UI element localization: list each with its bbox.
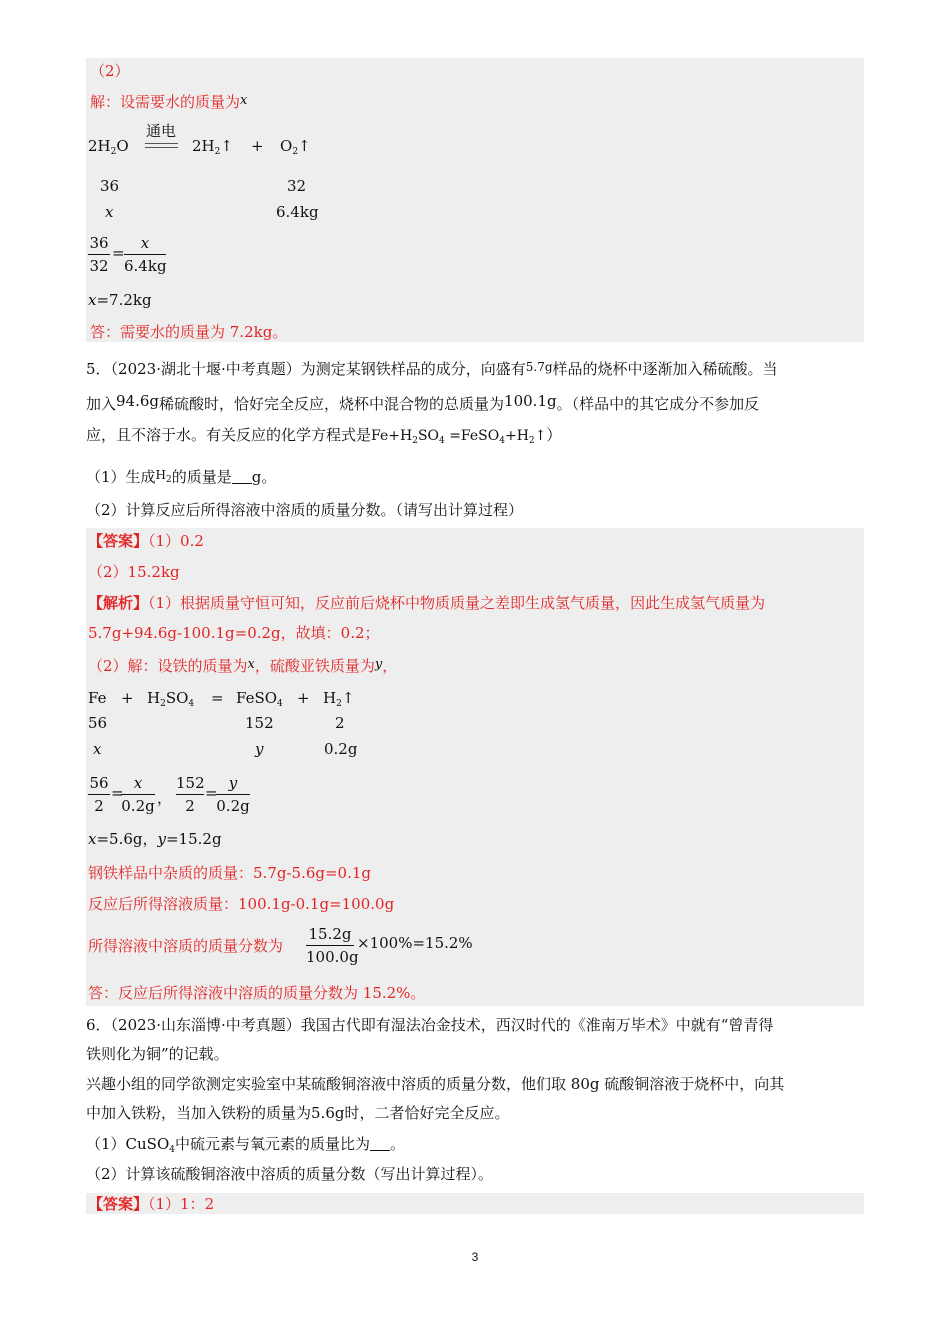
molar-mass-oxygen: 32: [287, 177, 307, 195]
a5-final-answer: 答：反应后所得溶液中溶质的质量分数为 15.2%。: [88, 984, 426, 1002]
q6-line-1: 6．（2023·山东淄博·中考真题）我国古代即有湿法冶金技术，西汉时代的《淮南万毕术》中就有“曾青得: [86, 1016, 774, 1034]
ratio-fraction-right: $\frac{x}{6.4kg}$: [124, 234, 167, 275]
q5-line-3: 应，且不溶于水。有关反应的化学方程式是$Fe+H_2SO_4$ $=FeSO_4+H_2↑$）: [86, 426, 562, 446]
q6-line-4: 中加入铁粉，当加入铁粉的质量为5.6g时，二者恰好完全反应。: [86, 1104, 510, 1122]
oxygen-mass: 6.4kg: [276, 203, 319, 221]
results-xy: x=5.6g，y=15.2g: [88, 830, 222, 848]
q5-sub-1: （1）生成$^{H_2}$的质量是 g。: [86, 468, 277, 486]
a5-explanation-1: 【解析】（1）根据质量守恒可知，反应前后烧杯中物质质量之差即生成氢气质量，因此生成氢气质量为: [88, 594, 766, 612]
h2-mass: 0.2g: [324, 740, 358, 758]
molar-mass-h2: 2: [335, 714, 345, 732]
impurity-mass: 钢铁样品中杂质的质量：5.7g-5.6g=0.1g: [88, 864, 372, 882]
q6-line-3: 兴趣小组的同学欲测定实验室中某硫酸铜溶液中溶质的质量分数，他们取 80g 硫酸铜溶液于烧杯中，向其: [86, 1075, 785, 1093]
a5-explanation-2: 5.7g+94.6g-100.1g=0.2g，故填：0.2；: [88, 624, 380, 642]
ratio-fe: $\frac{56}{2}$: [89, 774, 109, 815]
mass-fraction: $\frac{15.2g}{100.0g}$: [306, 925, 359, 966]
molar-mass-fe: 56: [88, 714, 108, 732]
molar-mass-feso4: 152: [245, 714, 274, 732]
q6-blank[interactable]: [370, 1136, 390, 1151]
unknown-x: x: [105, 203, 114, 221]
equals-1: =: [111, 784, 124, 802]
unknown-x-fe: x: [93, 740, 102, 758]
solution-mass: 反应后所得溶液质量：100.1g-0.1g=100.0g: [88, 895, 395, 913]
a5-explanation-3: （2）解：设铁的质量为x，硫酸亚铁质量为y，: [88, 657, 398, 675]
mass-fraction-line: 所得溶液中溶质的质量分数为: [88, 937, 284, 955]
part2-label: （2）: [90, 62, 130, 80]
q6-answer-1: 【答案】（1）1：2: [88, 1195, 215, 1213]
comma: ，: [157, 789, 173, 807]
q5-blank[interactable]: [232, 469, 252, 484]
page-number: 3: [471, 1250, 479, 1264]
result-x: x=7.2kg: [88, 291, 152, 309]
equals-sign: =: [112, 244, 125, 262]
a5-answer-1: 【答案】（1）0.2: [88, 532, 204, 550]
solve-statement: 解：设需要水的质量为x: [90, 93, 248, 111]
ratio-y: $\frac{y}{0.2g}$: [216, 774, 250, 815]
q5-line-1: 5．（2023·湖北十堰·中考真题）为测定某钢铁样品的成分，向盛有$^{5.7g}$样品的烧杯中逐渐加入稀硫酸。当: [86, 360, 778, 378]
q5-sub-2: （2）计算反应后所得溶液中溶质的质量分数。（请写出计算过程）: [86, 501, 524, 519]
q6-line-2: 铁则化为铜”的记载。: [86, 1045, 229, 1063]
ratio-feso4: $\frac{152}{2}$: [176, 774, 205, 815]
q6-sub-1: （1）CuSO$_4$中硫元素与氧元素的质量比为 。: [86, 1135, 406, 1155]
equals-2: =: [205, 784, 218, 802]
ratio-x: $\frac{x}{0.2g}$: [121, 774, 155, 815]
ratio-fraction-left: $\frac{36}{32}$: [89, 234, 109, 275]
q6-sub-2: （2）计算该硫酸铜溶液中溶质的质量分数（写出计算过程）。: [86, 1165, 494, 1183]
a5-answer-2: （2）15.2kg: [88, 563, 180, 581]
unknown-y-feso4: y: [255, 740, 264, 758]
q5-line-2: 加入94.6g稀硫酸时，恰好完全反应，烧杯中混合物的总质量为100.1g。（样品中的其它成分不参加反: [86, 392, 760, 413]
answer-water: 答：需要水的质量为 7.2kg。: [90, 323, 288, 341]
reaction-condition: 通电: [146, 122, 177, 140]
molar-mass-water: 36: [100, 177, 120, 195]
mass-fraction-tail: ×100%=15.2%: [357, 934, 473, 952]
